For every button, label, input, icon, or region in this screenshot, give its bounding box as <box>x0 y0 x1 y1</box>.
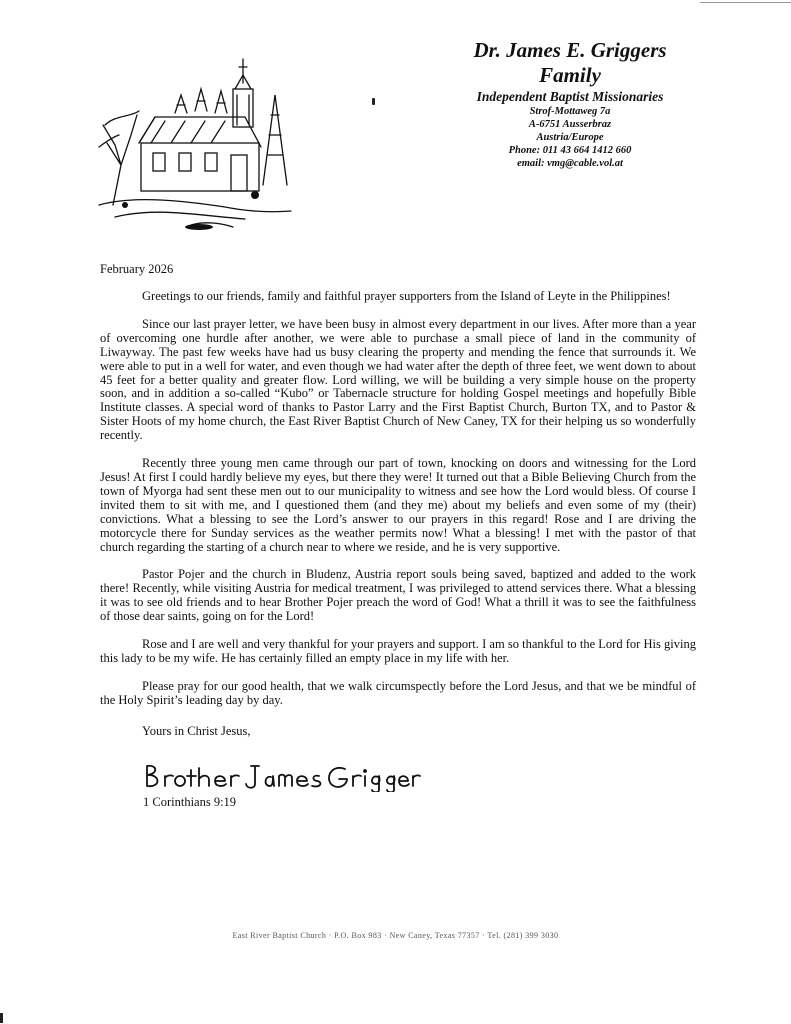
letter-body <box>100 290 696 722</box>
letterhead-country: Austria/Europe <box>536 132 604 143</box>
footer-church-address: East River Baptist Church · P.O. Box 983 · New Caney, Texas 77357 · Tel. (281) 399 3030 <box>232 931 559 940</box>
letter-closing: Yours in Christ Jesus, <box>142 724 251 738</box>
paragraph-land-purchase: Since our last prayer letter, we have been busy in almost every department in our lives. After more than a year of overcoming one hurdle after another, we were able to purchase a small piece of land in the community of Liwayway. The past few weeks have had us busy clearing the property and mending the fence that surrounds it. We were able to put in a well for water, and even though we had water after the depth of three feet, we went down to about 45 feet for a better quality and greater flow. Lord willing, we will be building a very simple house on the property soon, and in addition a so-called “Kubo” or Tabernacle structure for holding Gospel meetings and hopefully Bible Institute classes. A special word of thanks to Pastor Larry and the First Baptist Church, Burton TX, and to Pastor & Sister Hoots of my home church, the East River Baptist Church of New Caney, TX for their helping us so wonderfully recently. <box>100 316 696 443</box>
letter-verse-reference: 1 Corinthians 9:19 <box>143 795 237 809</box>
scan-edge-line <box>700 2 791 3</box>
letterhead-city: A-6751 Ausserbraz <box>528 119 612 130</box>
scan-corner-mark <box>0 1013 3 1023</box>
paragraph-young-men: Recently three young men came through our part of town, knocking on doors and witnessing for the Lord Jesus! At first I could hardly believe my eyes, but there they were! It turned out that a Bible Believing Church from the town of Myorga had sent these men out to our municipality to witness and see how the Lord would bless. Of course I invited them to sit with me, and I questioned them (and they me) about my beliefs and even some of my (their) convictions. What a blessing to see the Lord’s answer to our prayers in this regard! Rose and I are driving the motorcycle there for Sunday services as the weather permits now! What a blessing! I met with the pastor of that church regarding the starting of a church near to where we reside, and he is very supportive. <box>100 456 696 554</box>
paragraph-greeting: Greetings to our friends, family and faithful prayer supporters from the Island of Leyte in the Philippines! <box>142 289 671 303</box>
letterhead-phone: Phone: 011 43 664 1412 660 <box>508 145 632 156</box>
ink-speck <box>372 98 375 105</box>
letterhead-family: Family <box>539 63 601 87</box>
handwritten-signature <box>143 762 423 792</box>
church-sketch-illustration <box>95 55 295 235</box>
letterhead-street: Strof-Mottaweg 7a <box>529 106 611 117</box>
letterhead <box>440 38 700 170</box>
letterhead-organization: Independent Baptist Missionaries <box>476 89 664 104</box>
paragraph-bludenz: Pastor Pojer and the church in Bludenz, Austria report souls being saved, baptized and added to the work there! Recently, while visiting Austria for medical treatment, I was privileged to attend services there. What a blessing it was to see old friends and to hear Brother Pojer preach the word of God! What a thrill it was to see the faithfulness of those dear saints, going on for the Lord! <box>100 567 696 624</box>
letterhead-name: Dr. James E. Griggers <box>473 38 667 62</box>
paragraph-rose: Rose and I are well and very thankful for your prayers and support. I am so thankful to the Lord for His giving this lady to be my wife. He has certainly filled an empty place in my life with her. <box>100 637 696 665</box>
paragraph-prayer: Please pray for our good health, that we walk circumspectly before the Lord Jesus, and that we be mindful of the Holy Spirit’s leading day by day. <box>100 678 696 707</box>
letterhead-email: email: vmg@cable.vol.at <box>517 158 623 169</box>
letter-date: February 2026 <box>100 262 174 276</box>
